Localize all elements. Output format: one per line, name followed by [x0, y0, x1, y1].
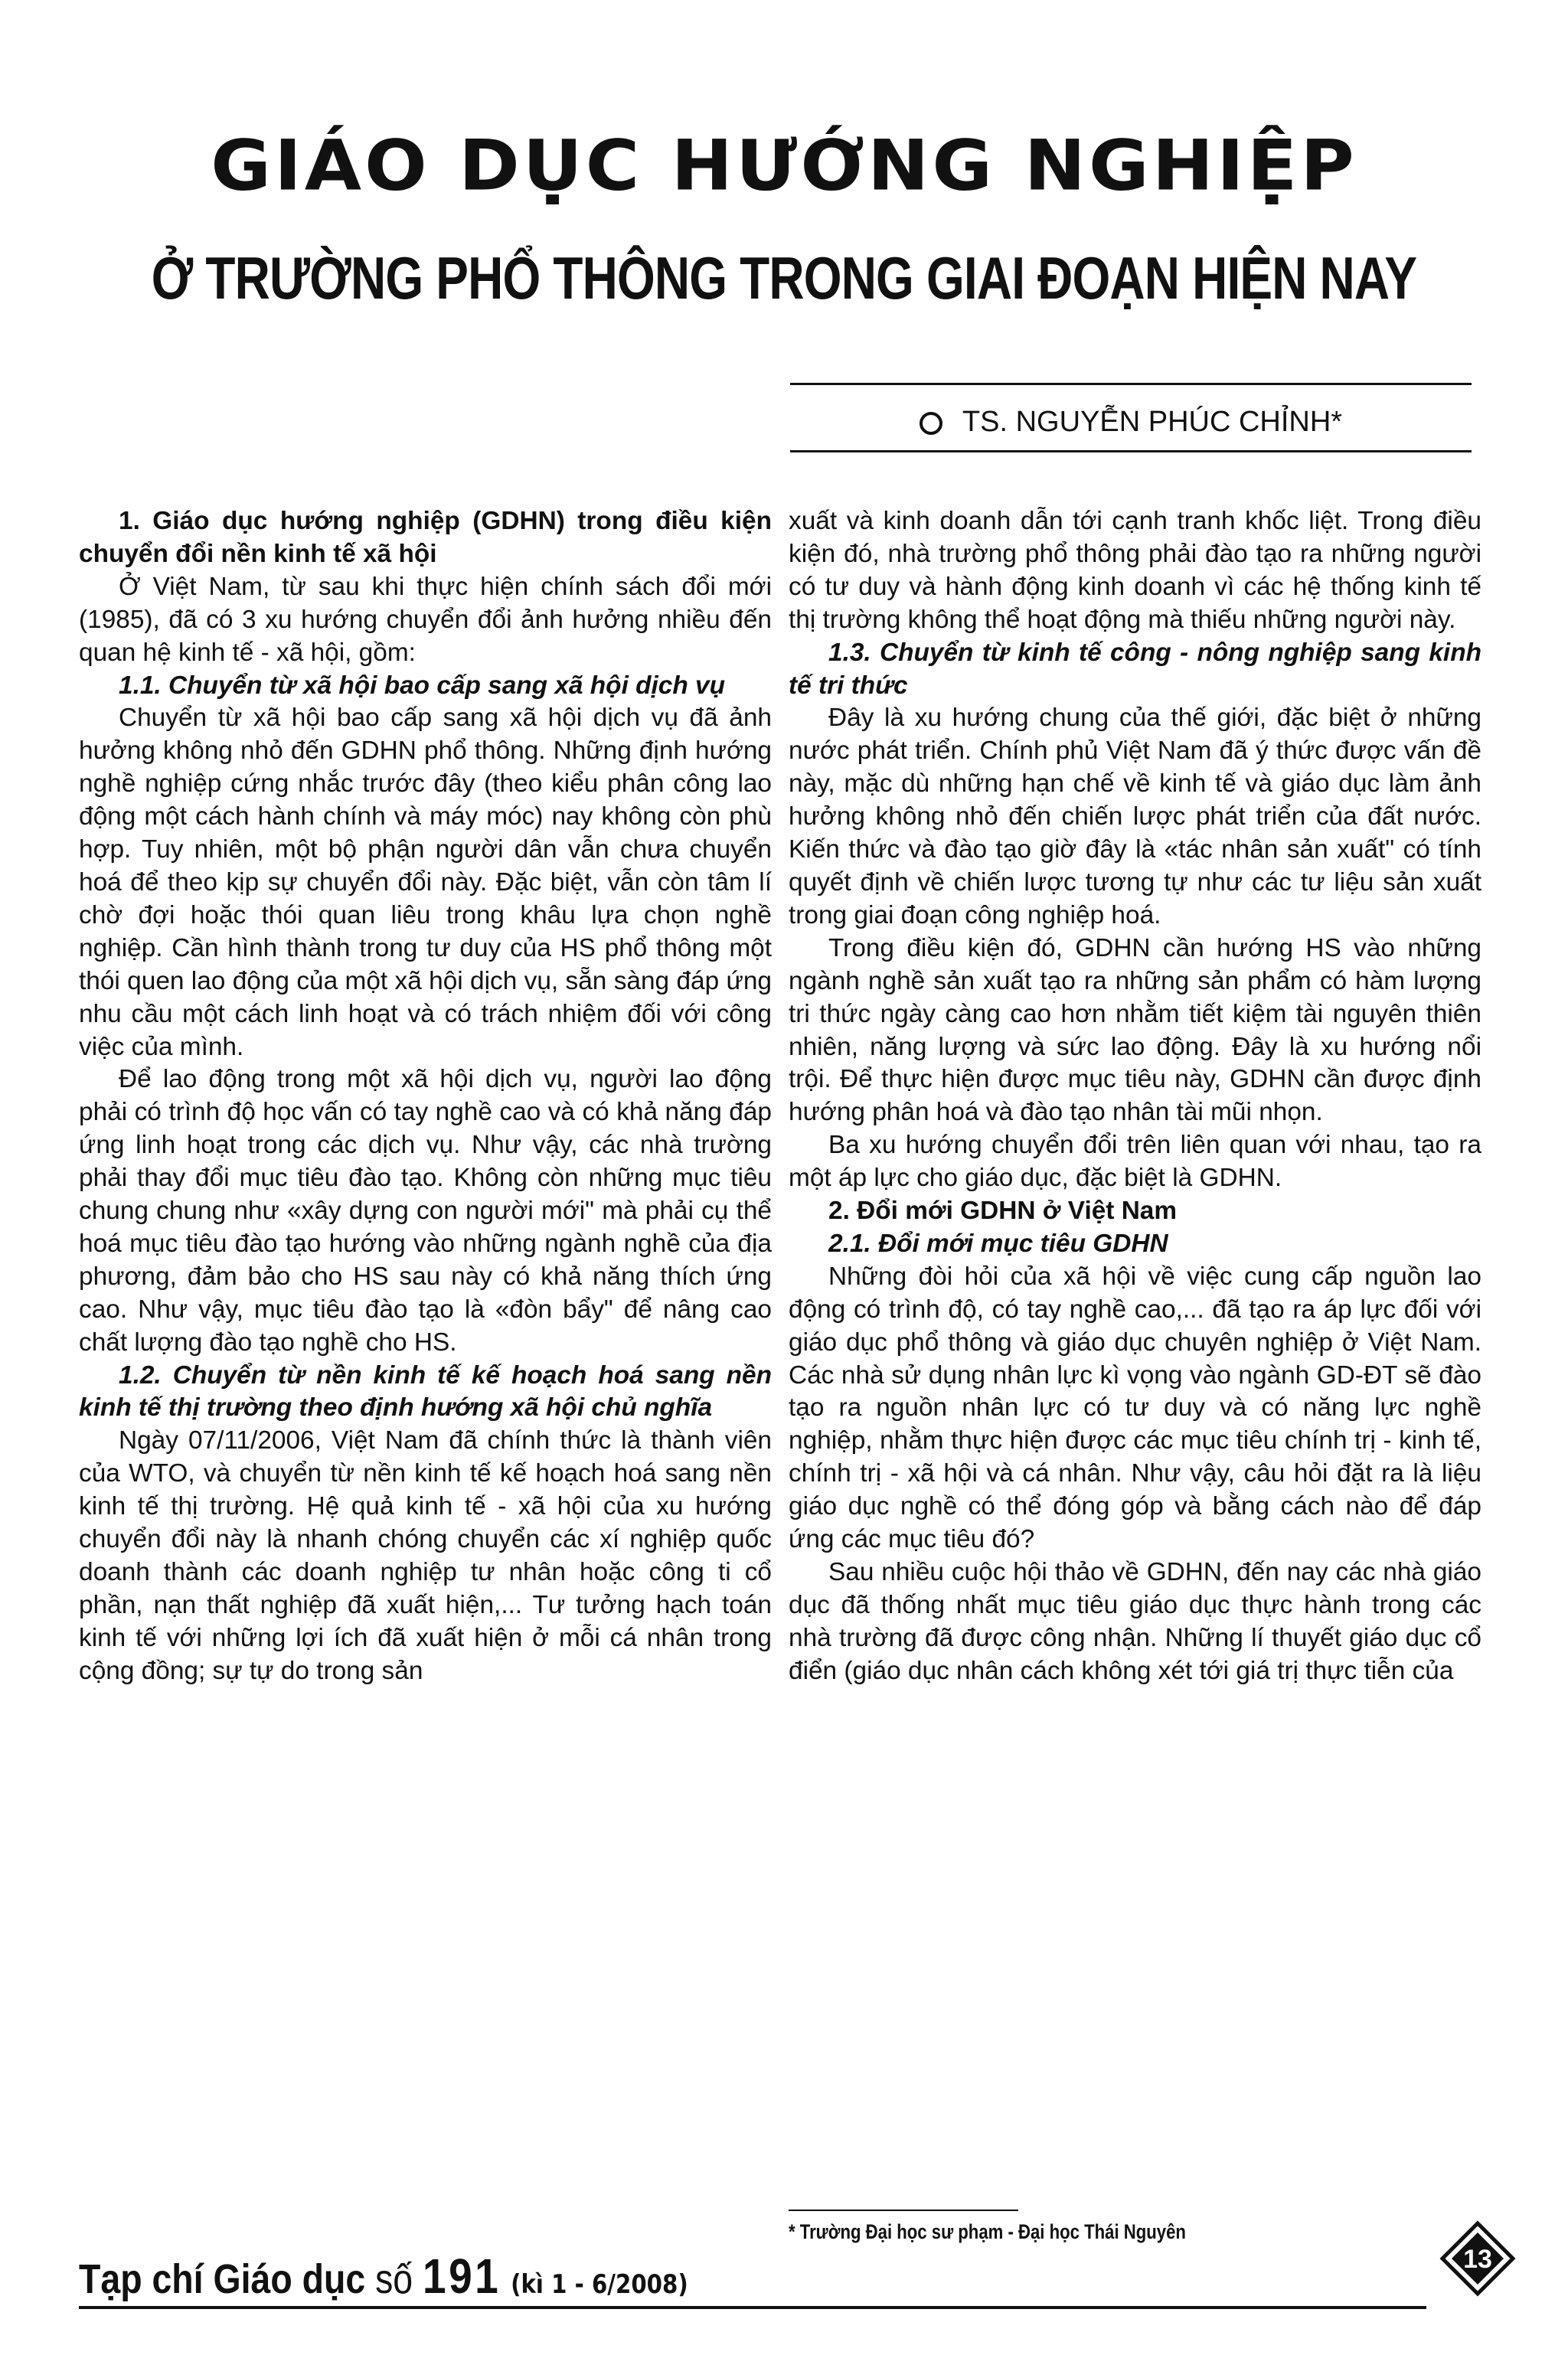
paragraph: Ngày 07/11/2006, Việt Nam đã chính thức là thành viên của WTO, và chuyển từ nền kinh tế kế hoạch hoá sang nền kinh tế thị trường. Hệ quả kinh tế - xã hội của xu hướng chuyển đổi này là nhanh chóng chuyển các xí nghiệp quốc doanh thành các doanh nghiệp tư nhân hoặc công ti cổ phần, nạn thất nghiệp đã xuất hiện,... Tư tưởng hạch toán kinh tế với những lợi ích đã xuất hiện ở mỗi cá nhân trong cộng đồng; sự tự do trong sản	[79, 1426, 772, 1685]
heading-section-2: 2. Đổi mới GDHN ở Việt Nam	[828, 1197, 1178, 1226]
paragraph: Ba xu hướng chuyển đổi trên liên quan với nhau, tạo ra một áp lực cho giáo dục, đặc biệt là GDHN.	[789, 1131, 1481, 1193]
paragraph: Trong điều kiện đó, GDHN cần hướng HS vào những ngành nghề sản xuất tạo ra những sản phẩm có hàm lượng tri thức ngày càng cao hơn nhằm tiết kiệm tài nguyên thiên nhiên, năng lượng và sức lao động. Đây là xu hướng nổi trội. Để thực hiện được mục tiêu này, GDHN cần được định hướng phân hoá và đào tạo nhân tài mũi nhọn.	[789, 933, 1481, 1127]
author-footnote: * Trường Đại học sư phạm - Đại học Thái Nguyên	[789, 2220, 1186, 2243]
footer-rule	[79, 2306, 1426, 2309]
paragraph: Những đòi hỏi của xã hội về việc cung cấp nguồn lao động có trình độ, có tay nghề cao,... đã tạo ra áp lực đối với giáo dục phổ thông và giáo dục chuyên nghiệp ở Việt Nam. Các nhà sử dụng nhân lực kì vọng vào ngành GD-ĐT sẽ đào tạo ra nguồn nhân lực có tư duy và có năng lực nghề nghiệp, nhằm thực hiện được các mục tiêu chính trị - kinh tế, chính trị - xã hội và cá nhân. Như vậy, câu hỏi đặt ra là liệu giáo dục nghề có thể đóng góp và bằng cách nào để đáp ứng các mục tiêu đó?	[789, 1262, 1481, 1554]
left-column	[79, 505, 772, 1688]
heading-section-1-2: 1.2. Chuyển từ nền kinh tế kế hoạch hoá sang nền kinh tế thị trường theo định hướng xã hội chủ nghĩa	[79, 1360, 772, 1422]
heading-section-1: 1. Giáo dục hướng nghiệp (GDHN) trong điều kiện chuyển đổi nền kinh tế xã hội	[79, 507, 772, 568]
footnote-rule	[789, 2210, 1018, 2211]
issue-number: 191	[423, 2249, 501, 2304]
heading-section-1-1: 1.1. Chuyển từ xã hội bao cấp sang xã hội dịch vụ	[119, 671, 726, 700]
paragraph: Để lao động trong một xã hội dịch vụ, người lao động phải có trình độ học vấn có tay nghề cao và có khả năng đáp ứng linh hoạt trong các dịch vụ. Như vậy, các nhà trường phải thay đổi mục tiêu đào tạo. Không còn những mục tiêu chung chung như «xây dựng con người mới" mà phải cụ thể hoá mục tiêu đào tạo hướng vào những ngành nghề của địa phương, đảm bảo cho HS sau này có khả năng thích ứng cao. Như vậy, mục tiêu đào tạo là «đòn bẩy" để nâng cao chất lượng đào tạo nghề cho HS.	[79, 1065, 772, 1357]
paragraph: Đây là xu hướng chung của thế giới, đặc biệt ở những nước phát triển. Chính phủ Việt Nam đã ý thức được vấn đề này, mặc dù những hạn chế về kinh tế và giáo dục làm ảnh hưởng không nhỏ đến chiến lược phát triển của đất nước. Kiến thức và đào tạo giờ đây là «tác nhân sản xuất" có tính quyết định về chiến lược tương tự như các tư liệu sản xuất trong giai đoạn công nghiệp hoá.	[789, 704, 1481, 929]
page-number-badge	[1439, 2220, 1516, 2297]
paragraph: Sau nhiều cuộc hội thảo về GDHN, đến nay các nhà giáo dục đã thống nhất mục tiêu giáo dục thực hành trong các nhà trường đã được công nhận. Những lí thuyết giáo dục cổ điển (giáo dục nhân cách không xét tới giá trị thực tiễn của	[789, 1558, 1481, 1685]
author-top-rule	[790, 383, 1472, 385]
journal-footer	[79, 2248, 688, 2304]
diamond-badge-icon	[1439, 2220, 1516, 2297]
author-name: TS. NGUYỄN PHÚC CHỈNH*	[962, 406, 1343, 438]
author-bottom-rule	[790, 450, 1472, 452]
paragraph-continued: xuất và kinh doanh dẫn tới cạnh tranh khốc liệt. Trong điều kiện đó, nhà trường phổ thông phải đào tạo ra những người có tư duy và hành động kinh doanh vì các hệ thống kinh tế thị trường không thể hoạt động mà thiếu những người này.	[789, 507, 1481, 634]
journal-name: Tạp chí Giáo dục	[79, 2256, 366, 2302]
issue-period: (kì 1 - 6/2008)	[511, 2269, 688, 2300]
right-column	[789, 505, 1481, 1688]
paragraph: Chuyển từ xã hội bao cấp sang xã hội dịch vụ đã ảnh hưởng không nhỏ đến GDHN phổ thông. Những định hướng nghề nghiệp cứng nhắc trước đây (theo kiểu phân công lao động một cách hành chính và máy móc) nay không còn phù hợp. Tuy nhiên, một bộ phận người dân vẫn chưa chuyển hoá để theo kịp sự chuyển đổi này. Đặc biệt, vẫn còn tâm lí chờ đợi hoặc thói quan liêu trong khâu lựa chọn nghề nghiệp. Cần hình thành trong tư duy của HS phổ thông một thói quen lao động của một xã hội dịch vụ, sẵn sàng đáp ứng nhu cầu một cách linh hoạt và có trách nhiệm đối với công việc của mình.	[79, 704, 772, 1061]
issue-label: số	[375, 2256, 413, 2302]
circle-bullet-icon	[920, 412, 942, 435]
author-line	[790, 406, 1472, 439]
heading-section-2-1: 2.1. Đổi mới mục tiêu GDHN	[828, 1229, 1168, 1258]
heading-section-1-3: 1.3. Chuyển từ kinh tế công - nông nghiệp sang kinh tế tri thức	[789, 638, 1481, 700]
article-title-line1: GIÁO DỤC HƯỚNG NGHIỆP	[211, 124, 1357, 207]
page-number: 13	[1463, 2245, 1492, 2274]
article-title-line2: Ở TRƯỜNG PHỔ THÔNG TRONG GIAI ĐOẠN HIỆN NAY	[151, 244, 1417, 312]
paragraph: Ở Việt Nam, từ sau khi thực hiện chính sách đổi mới (1985), đã có 3 xu hướng chuyển đổi ảnh hưởng nhiều đến quan hệ kinh tế - xã hội, gồm:	[79, 572, 772, 667]
